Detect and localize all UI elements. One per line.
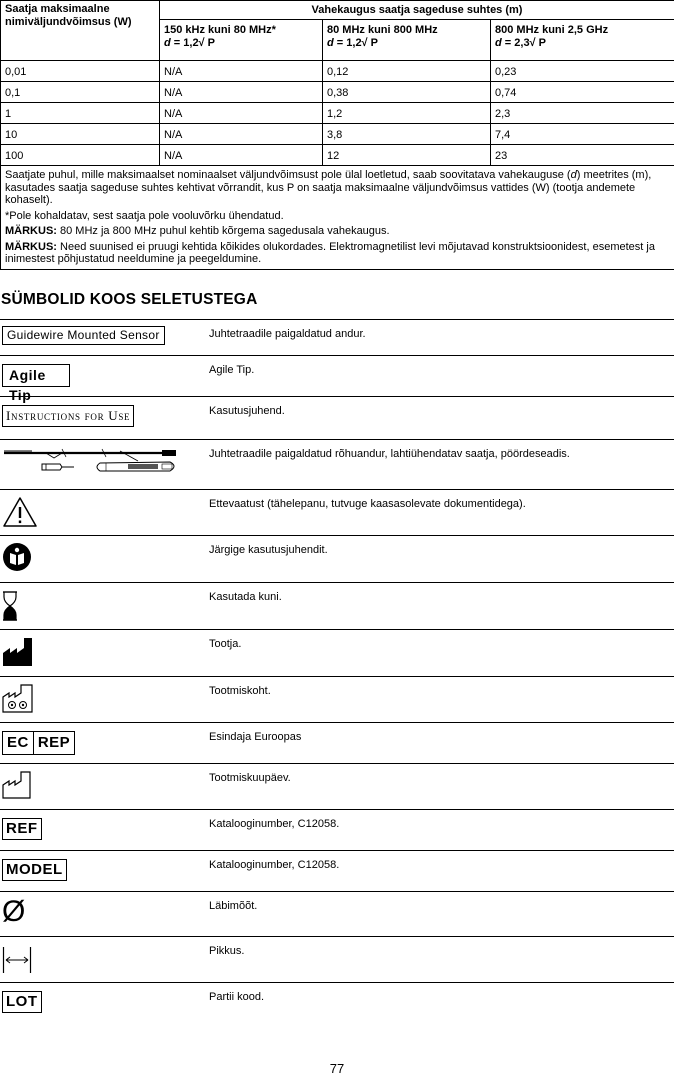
lot-text: LOT [2,991,42,1013]
symbols-list [0,319,674,1027]
symbol-description: Tootmiskuupäev. [209,772,291,785]
date-of-manufacture-icon [2,770,32,805]
power-cell: 10 [1,124,160,145]
length-icon [2,945,32,980]
list-item [0,851,674,892]
note-paragraph [5,210,670,223]
band1-cell: N/A [160,82,323,103]
list-item [0,356,674,397]
symbol-description: Pikkus. [209,945,244,958]
note-paragraph [5,169,670,207]
note-text: Saatjate puhul, mille maksimaalset nominaalset väljundvõimsust pole ülal loetletud, saab soovitatava vahekauguse ( [5,169,571,181]
diameter-icon: Ø [2,895,25,929]
ref-label [2,818,42,840]
guidewire-mounted-sensor-label [2,326,165,345]
band3-cell: 23 [491,145,674,166]
page-number: 77 [0,1061,674,1076]
power-cell: 1 [1,103,160,124]
list-item [0,810,674,851]
guidewire-device-illustration [2,444,178,485]
band-header-1 [160,20,323,61]
note-variable: d [571,169,577,181]
symbol-description: Läbimõõt. [209,900,257,913]
band1-cell: N/A [160,124,323,145]
band3-cell: 2,3 [491,103,674,124]
note-text: Need suunised ei pruugi kehtida kõikides olukordades. Elektromagnetilist levi mõjutavad konstruktsioonidest, esemetest ja inimestest põhjustatud neeldumine ja peegeldumine. [5,241,655,266]
list-item [0,983,674,1027]
list-item [0,583,674,630]
band-header-2 [323,20,491,61]
band2-cell: 3,8 [323,124,491,145]
symbol-description: Järgige kasutusjuhendit. [209,544,328,557]
table-notes [1,166,674,270]
guidewire-mounted-sensor-text: Guidewire Mounted Sensor [2,326,165,345]
note-text: ) meetrites (m), kasutades saatja sageduse suhtes kehtivat võrrandit, kus P on saatja maksimaalne väljundvõimsus vattides (W) (tootja andemete kohaselt). [5,169,651,206]
note-text: *Pole kohaldatav, sest saatja pole vooluvõrku ühendatud. [5,210,284,222]
section-title: SÜMBOLID KOOS SELETUSTEGA [1,291,257,309]
symbol-description: Juhtetraadile paigaldatud rõhuandur, lahtiühendatav saatja, pöördeseadis. [209,448,570,461]
agile-tip-text: Agile Tip [2,364,70,387]
separation-distance-table [0,0,674,270]
band-range: 800 MHz kuni 2,5 GHz [495,24,670,37]
list-item [0,536,674,583]
table-row [1,124,674,145]
caution-triangle-icon [2,496,38,533]
note-label: MÄRKUS: [5,241,57,253]
power-cell: 0,1 [1,82,160,103]
hourglass-icon [2,591,18,626]
band2-cell: 0,12 [323,61,491,82]
symbol-description: Ettevaatust (tähelepanu, tutvuge kaasasolevate dokumentidega). [209,498,526,511]
list-item [0,320,674,356]
list-item [0,723,674,764]
list-item [0,764,674,810]
table-row [1,145,674,166]
note-paragraph [5,241,670,266]
formula-variable: d [164,37,171,49]
distance-header-text: Vahekaugus saatja sageduse suhtes (m) [312,4,523,16]
note-paragraph [5,225,670,238]
symbol-description: Agile Tip. [209,364,254,377]
band1-cell: N/A [160,103,323,124]
band1-cell: N/A [160,61,323,82]
band3-cell: 0,23 [491,61,674,82]
rep-label: REP [33,732,74,754]
power-column-header [1,1,160,61]
formula: = 1,2√ P [334,37,378,49]
manufacturing-site-icon [2,683,34,718]
list-item [0,490,674,536]
table-row [1,82,674,103]
instructions-for-use-label [2,405,134,427]
note-label: MÄRKUS: [5,225,57,237]
table-row [1,61,674,82]
symbol-description: Kasutada kuni. [209,591,282,604]
symbol-description: Esindaja Euroopas [209,731,301,744]
list-item [0,630,674,677]
formula-variable: d [327,37,334,49]
band1-cell: N/A [160,145,323,166]
table-notes-row [1,166,674,270]
symbol-description: Tootmiskoht. [209,685,271,698]
symbol-description: Katalooginumber, C12058. [209,818,339,831]
symbol-description: Partii kood. [209,991,264,1004]
ec-label: EC [3,732,33,754]
list-item [0,892,674,937]
power-column-header-text: Saatja maksimaalne nimiväljundvõimsus (W) [5,3,132,28]
manufacturer-icon [2,635,34,672]
symbol-description: Juhtetraadile paigaldatud andur. [209,328,366,341]
ref-text: REF [2,818,42,840]
consult-instructions-icon [2,542,32,577]
model-label [2,859,67,881]
table-row [1,103,674,124]
symbol-description: Katalooginumber, C12058. [209,859,339,872]
list-item [0,440,674,490]
list-item [0,397,674,440]
formula-variable: d [495,37,502,49]
distance-header [160,1,674,20]
formula: = 1,2√ P [171,37,215,49]
power-cell: 0,01 [1,61,160,82]
band2-cell: 12 [323,145,491,166]
lot-label [2,991,42,1013]
power-cell: 100 [1,145,160,166]
band-range: 150 kHz kuni 80 MHz* [164,24,318,37]
ec-rep-label [2,731,75,755]
list-item [0,937,674,983]
instructions-for-use-text: Instructions for Use [2,405,134,427]
formula: = 2,3√ P [502,37,546,49]
symbol-description: Tootja. [209,638,241,651]
band3-cell: 7,4 [491,124,674,145]
band3-cell: 0,74 [491,82,674,103]
symbol-description: Kasutusjuhend. [209,405,285,418]
band-range: 80 MHz kuni 800 MHz [327,24,486,37]
note-text: 80 MHz ja 800 MHz puhul kehtib kõrgema sagedusala vahekaugus. [57,225,390,237]
band-header-3 [491,20,674,61]
band2-cell: 1,2 [323,103,491,124]
list-item [0,677,674,723]
band2-cell: 0,38 [323,82,491,103]
model-text: MODEL [2,859,67,881]
